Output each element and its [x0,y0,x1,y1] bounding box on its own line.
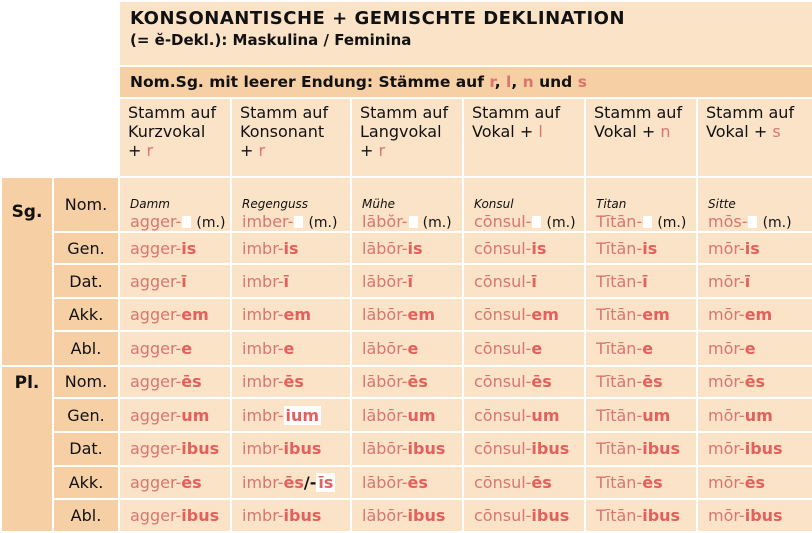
ending: ī [181,271,187,291]
title-main: KONSONANTISCHE + GEMISCHTE DEKLINATION [130,8,626,29]
form-cell [463,298,585,331]
stem: agger- [130,271,182,291]
stem: Tītān- [596,405,643,425]
form-cell [585,398,697,432]
stem: cōnsul- [474,271,532,291]
form-cell [231,331,351,366]
gloss: Damm [130,196,170,211]
ending: is [283,238,299,258]
form-cell [231,298,351,331]
form-cell [351,432,463,466]
nomsg-s: s [577,73,587,92]
gender: (m.) [422,214,452,231]
stem: mōs- [708,211,748,231]
stem: lābōr- [362,506,408,526]
ending: ēs [642,372,663,392]
case-label: Abl. [53,331,119,366]
nomsg-l: l [506,73,512,92]
ending: ibus [283,439,322,459]
stem: mōr- [708,506,745,526]
ending: is [407,238,423,258]
column-header [231,98,351,177]
column-header-accent: n [660,121,671,141]
form-cell [119,232,231,265]
form-cell [585,331,697,366]
empty-ending-marker [643,216,652,228]
form-cell [585,432,697,466]
stem: imbr- [242,338,284,358]
title-sub: (= ĕ-Dekl.): Maskulina / Feminina [130,31,412,49]
form-cell [351,499,463,532]
ending: e [283,338,295,358]
case-label: Abl. [53,499,119,532]
stem: lābōr- [362,439,408,459]
form-cell [463,331,585,366]
ending: ēs [531,472,552,492]
stem: agger- [130,304,182,324]
nomsg-n: n [522,73,534,92]
case-label: Gen. [53,398,119,432]
empty-ending-marker [294,216,303,228]
stem: imbr- [242,372,284,392]
separator: /- [303,472,317,492]
stem: imbr- [242,271,284,291]
form-cell [119,366,231,399]
stem: mōr- [708,238,745,258]
stem: mōr- [708,439,745,459]
column-header [119,98,231,177]
form-cell [585,499,697,532]
ending: um [642,405,671,425]
stem: mōr- [708,271,745,291]
corner-blank [1,1,119,177]
form-cell [351,331,463,366]
case-label: Dat. [53,264,119,298]
form-cell [119,432,231,466]
ending: ibus [181,506,220,526]
stem: lābŏr- [362,211,408,231]
column-header-line3: + [360,140,379,160]
nomsg-und: und [533,73,578,92]
ending: is [531,238,547,258]
form-cell [231,366,351,399]
case-label: Akk. [53,298,119,331]
ending: um [531,405,560,425]
column-header-accent: r [378,140,386,160]
table-title [119,1,812,66]
stem: cōnsul- [474,472,532,492]
ending: ibus [181,439,220,459]
column-header [585,98,697,177]
ending: ēs [531,372,552,392]
column-header-line1: Stamm auf [360,102,449,122]
ending: ēs [744,472,766,492]
column-header [697,98,812,177]
ending: ēs [181,472,202,492]
form-cell [231,264,351,298]
stem: mōr- [708,405,745,425]
stem: lābōr- [362,472,408,492]
ending: e [642,338,654,358]
stem: imbr- [242,506,284,526]
stem: mōr- [708,338,745,358]
form-cell [697,466,812,500]
form-cell [697,432,812,466]
empty-ending-marker [532,216,541,228]
form-cell [231,398,351,432]
group-label-singular: Sg. [1,177,53,366]
ending: ēs [407,472,428,492]
ending: ēs [181,372,202,392]
ending: ī [744,271,751,291]
column-header-accent: r [146,140,154,160]
ending: ī [407,271,414,291]
ending: ibus [642,439,681,459]
case-label: Dat. [53,432,119,466]
column-header-line3: + [240,140,259,160]
form-cell [697,499,812,532]
form-cell [351,366,463,399]
column-header-line1: Stamm auf [128,102,217,122]
stem: Tītān- [596,472,643,492]
ending: em [283,304,312,324]
nomsg-r: r [489,73,495,92]
empty-ending-marker [409,216,418,228]
stem: lābōr- [362,338,408,358]
ending: ibus [744,439,783,459]
form-cell [585,232,697,265]
ending: em [642,304,670,324]
group-label-plural: Pl. [1,366,53,533]
ending: ēs [642,472,663,492]
stem: agger- [130,338,182,358]
form-cell [463,398,585,432]
form-cell [697,298,812,331]
form-cell [697,398,812,432]
nomsg-prefix: Nom.Sg. mit leerer Endung: Stämme auf [130,73,490,92]
form-cell [231,177,351,232]
stem: imbr- [242,238,284,258]
column-header-line2: Vokal + [472,121,539,141]
form-cell [351,232,463,265]
stem: lābōr- [362,271,408,291]
stem: Tītān- [596,439,643,459]
ending: ibus [283,506,322,526]
stem: cōnsul- [474,405,532,425]
ending: ibus [407,439,446,459]
column-header-line2: Konsonant [240,121,325,141]
column-header-line1: Stamm auf [240,102,329,122]
column-header-accent: r [258,140,266,160]
stem: Tītān- [596,506,643,526]
stem: Tītān- [596,338,643,358]
form-cell [463,232,585,265]
form-cell [463,499,585,532]
ending: um [181,405,210,425]
gloss: Regenguss [242,196,309,211]
nomsg-comma-1: , [494,73,507,92]
column-header-line2: Vokal + [706,121,773,141]
stem: agger- [130,439,182,459]
stem: agger- [130,472,182,492]
stem: cōnsul- [474,439,532,459]
empty-ending-marker [748,216,757,228]
stem: imbr- [242,439,284,459]
form-cell [463,432,585,466]
stem: agger- [130,211,182,231]
form-cell [697,366,812,399]
form-cell [697,331,812,366]
ending: is [642,238,658,258]
form-cell [585,466,697,500]
gloss: Sitte [708,196,736,211]
gender: (m.) [196,214,226,231]
stem: cōnsul- [474,506,532,526]
ending: ibus [531,506,570,526]
ending: e [181,338,193,358]
ending: ī [283,271,289,291]
ending: em [181,304,209,324]
ending: ibus [407,506,446,526]
stem: mōr- [708,304,745,324]
column-header-line1: Stamm auf [472,102,561,122]
nomsg-comma-2: , [511,73,523,92]
gloss: Konsul [474,196,514,211]
column-header [463,98,585,177]
form-cell [231,499,351,532]
form-cell [119,264,231,298]
stem: agger- [130,238,182,258]
form-cell [585,366,697,399]
ending: ī [531,271,537,291]
ending: em [407,304,436,324]
gender: (m.) [762,214,792,231]
column-header-line2: Vokal + [594,121,661,141]
form-cell [463,264,585,298]
form-cell [585,177,697,232]
stem: lābōr- [362,238,408,258]
ending: ēs [283,472,304,492]
form-cell [585,264,697,298]
column-header-line3: + [128,140,147,160]
case-label: Nom. [53,177,119,232]
stem: lābōr- [362,304,408,324]
ending: is [744,238,760,258]
stem: imber- [242,211,294,231]
form-cell [351,264,463,298]
nomsg-rule [119,66,812,98]
stem: cōnsul- [474,338,532,358]
stem: mōr- [708,472,745,492]
form-cell [351,466,463,500]
ending: is [181,238,197,258]
ending: um [407,405,436,425]
form-cell [119,177,231,232]
ending: ibus [531,439,570,459]
stem: lābōr- [362,405,408,425]
stem: cōnsul- [474,372,532,392]
ending: e [407,338,419,358]
form-cell [351,298,463,331]
stem: Tītān- [596,372,643,392]
stem: lābōr- [362,372,408,392]
form-cell [119,298,231,331]
column-header [351,98,463,177]
column-header-line2: Langvokal [360,121,442,141]
form-cell [119,466,231,500]
form-cell [119,398,231,432]
column-header-accent: l [538,121,543,141]
gender: (m.) [546,214,576,231]
stem: cōnsul- [474,238,532,258]
gender: (m.) [657,214,687,231]
gender: (m.) [308,214,338,231]
form-cell [697,264,812,298]
stem: imbr- [242,304,284,324]
form-cell [697,232,812,265]
stem: Tītān- [596,271,643,291]
ending: em [531,304,559,324]
stem: cōnsul- [474,304,532,324]
ending: ēs [744,372,766,392]
form-cell [231,232,351,265]
form-cell [119,331,231,366]
form-cell [697,177,812,232]
column-header-line1: Stamm auf [706,102,795,122]
ending: ium [285,405,320,425]
ending: ēs [407,372,428,392]
form-cell [585,298,697,331]
alt-ending: īs [318,472,334,492]
form-cell [351,177,463,232]
ending: ī [642,271,648,291]
stem: agger- [130,372,182,392]
ending: em [744,304,773,324]
ending: um [744,405,773,425]
gloss: Mühe [362,196,395,211]
ending: e [744,338,756,358]
form-cell [231,432,351,466]
column-header-line1: Stamm auf [594,102,683,122]
ending: ibus [642,506,681,526]
column-header-line2: Kurzvokal [128,121,206,141]
stem: cōnsul- [474,211,532,231]
stem: Tītān- [596,211,643,231]
form-cell [231,466,351,500]
form-cell [463,466,585,500]
ending: ēs [283,372,304,392]
form-cell [463,177,585,232]
stem: agger- [130,506,182,526]
stem: Tītān- [596,238,643,258]
form-cell [119,499,231,532]
stem: imbr- [242,405,284,425]
stem: agger- [130,405,182,425]
ending: ibus [744,506,783,526]
gloss: Titan [596,196,627,211]
empty-ending-marker [182,216,191,228]
ending: e [531,338,543,358]
column-header-accent: s [772,121,781,141]
stem: imbr- [242,472,284,492]
stem: mōr- [708,372,745,392]
case-label: Gen. [53,232,119,265]
form-cell [463,366,585,399]
case-label: Akk. [53,466,119,500]
case-label: Nom. [53,366,119,399]
stem: Tītān- [596,304,643,324]
form-cell [351,398,463,432]
